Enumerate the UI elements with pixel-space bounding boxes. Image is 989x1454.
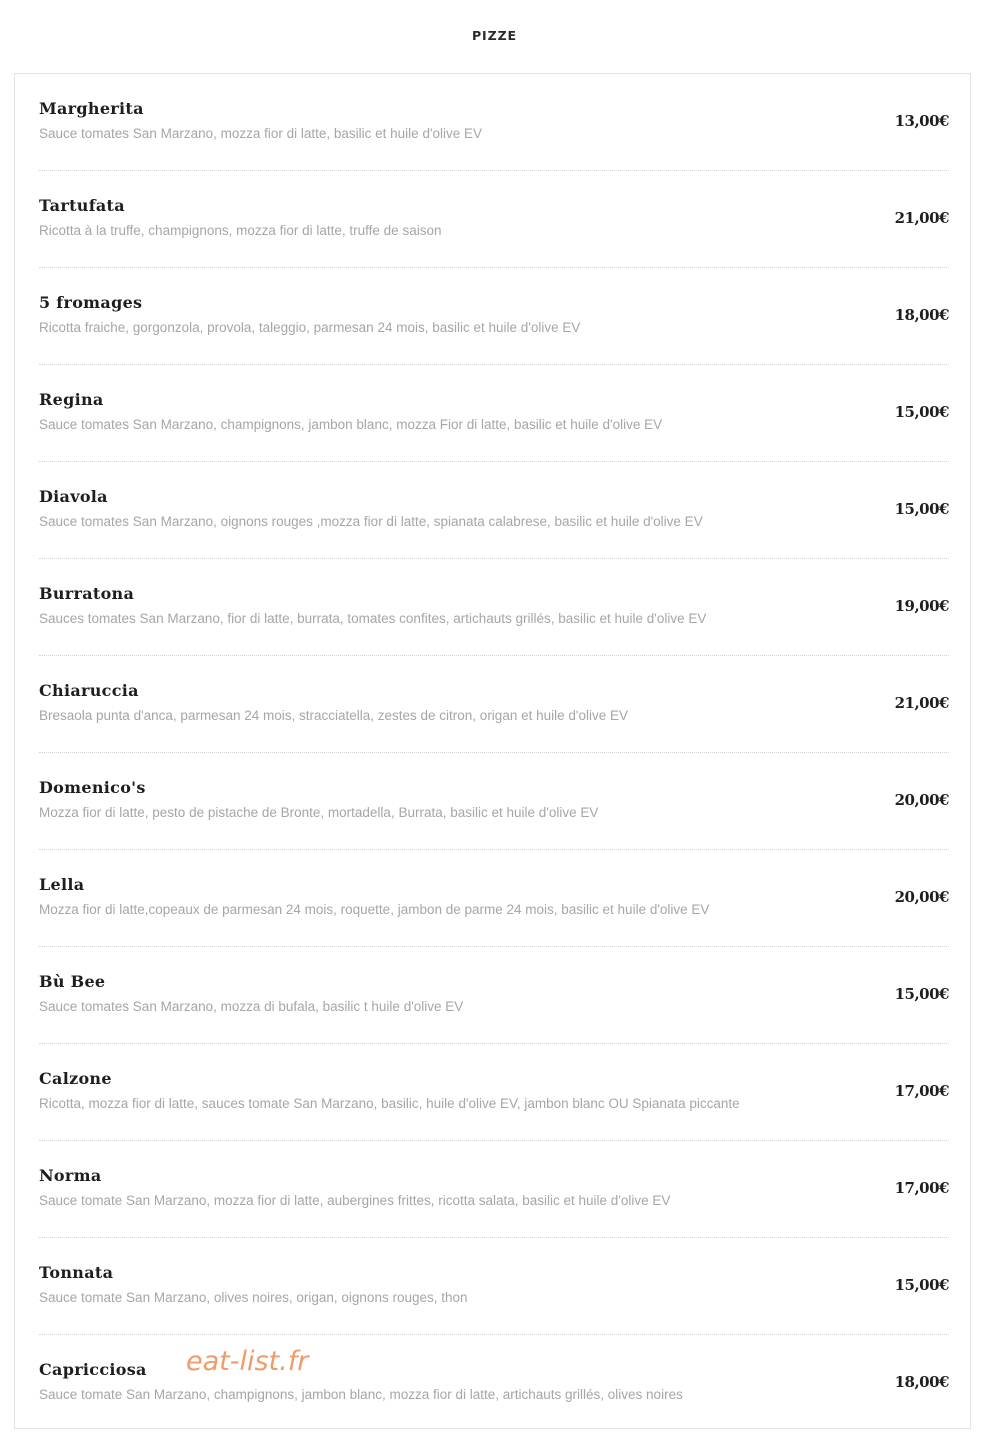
- item-price: 15,00€: [894, 403, 949, 421]
- item-description: Sauce tomate San Marzano, champignons, jambon blanc, mozza fior di latte, artichauts grillés, olives noires: [39, 1387, 683, 1402]
- item-price: 15,00€: [894, 1276, 949, 1294]
- item-description: Sauce tomate San Marzano, mozza fior di latte, aubergines frittes, ricotta salata, basilic et huile d'olive EV: [39, 1193, 671, 1208]
- item-name: Margherita: [39, 99, 144, 118]
- item-price: 15,00€: [894, 500, 949, 518]
- item-name: Diavola: [39, 487, 108, 506]
- item-price: 21,00€: [894, 694, 949, 712]
- item-name: Norma: [39, 1166, 102, 1185]
- item-price: 17,00€: [894, 1082, 949, 1100]
- menu-item[interactable]: [39, 559, 949, 656]
- item-price: 19,00€: [894, 597, 949, 615]
- menu-card: [14, 73, 971, 1429]
- item-price: 20,00€: [894, 791, 949, 809]
- menu-item[interactable]: [39, 1238, 949, 1335]
- menu-item[interactable]: [39, 74, 949, 171]
- menu-item[interactable]: [39, 462, 949, 559]
- item-price: 13,00€: [894, 112, 949, 130]
- item-name: Capricciosa: [39, 1360, 147, 1379]
- item-name: Regina: [39, 390, 104, 409]
- item-description: Sauce tomates San Marzano, oignons rouges ,mozza fior di latte, spianata calabrese, basilic et huile d'olive EV: [39, 514, 703, 529]
- menu-item[interactable]: [39, 656, 949, 753]
- item-name: Bù Bee: [39, 972, 106, 991]
- item-description: Ricotta à la truffe, champignons, mozza fior di latte, truffe de saison: [39, 223, 442, 238]
- item-description: Sauce tomates San Marzano, champignons, jambon blanc, mozza Fior di latte, basilic et huile d'olive EV: [39, 417, 663, 432]
- item-description: Ricotta fraiche, gorgonzola, provola, taleggio, parmesan 24 mois, basilic et huile d'olive EV: [39, 320, 581, 335]
- item-name: Burratona: [39, 584, 135, 603]
- menu-item[interactable]: [39, 1044, 949, 1141]
- menu-item[interactable]: [39, 365, 949, 462]
- watermark: eat-list.fr: [186, 1346, 309, 1377]
- item-description: Sauce tomates San Marzano, mozza fior di latte, basilic et huile d'olive EV: [39, 126, 483, 141]
- item-name: Chiaruccia: [39, 681, 139, 700]
- menu-item[interactable]: [39, 171, 949, 268]
- item-description: Mozza fior di latte,copeaux de parmesan 24 mois, roquette, jambon de parme 24 mois, basilic et huile d'olive EV: [39, 902, 710, 917]
- item-description: Sauces tomates San Marzano, fior di latte, burrata, tomates confites, artichauts grillés, basilic et huile d'olive EV: [39, 611, 707, 626]
- item-description: Ricotta, mozza fior di latte, sauces tomate San Marzano, basilic, huile d'olive EV, jambon blanc OU Spianata piccante: [39, 1096, 740, 1111]
- item-name: Tonnata: [39, 1263, 114, 1282]
- item-price: 15,00€: [894, 985, 949, 1003]
- item-description: Bresaola punta d'anca, parmesan 24 mois, stracciatella, zestes de citron, origan et huile d'olive EV: [39, 708, 628, 723]
- item-name: Lella: [39, 875, 85, 894]
- item-description: Mozza fior di latte, pesto de pistache de Bronte, mortadella, Burrata, basilic et huile d'olive EV: [39, 805, 599, 820]
- item-price: 20,00€: [894, 888, 949, 906]
- item-price: 18,00€: [894, 1373, 949, 1391]
- item-name: Calzone: [39, 1069, 112, 1088]
- item-name: Domenico's: [39, 778, 146, 797]
- menu-item[interactable]: [39, 947, 949, 1044]
- menu-item[interactable]: [39, 1141, 949, 1238]
- item-description: Sauce tomate San Marzano, olives noires, origan, oignons rouges, thon: [39, 1290, 468, 1305]
- item-name: Tartufata: [39, 196, 125, 215]
- item-price: 18,00€: [894, 306, 949, 324]
- menu-item[interactable]: [39, 753, 949, 850]
- item-description: Sauce tomates San Marzano, mozza di bufala, basilic t huile d'olive EV: [39, 999, 464, 1014]
- item-price: 21,00€: [894, 209, 949, 227]
- item-price: 17,00€: [894, 1179, 949, 1197]
- menu-item[interactable]: [39, 850, 949, 947]
- menu-item[interactable]: [39, 1335, 949, 1432]
- menu-item[interactable]: [39, 268, 949, 365]
- item-name: 5 fromages: [39, 293, 143, 312]
- section-title: PIZZE: [472, 28, 517, 43]
